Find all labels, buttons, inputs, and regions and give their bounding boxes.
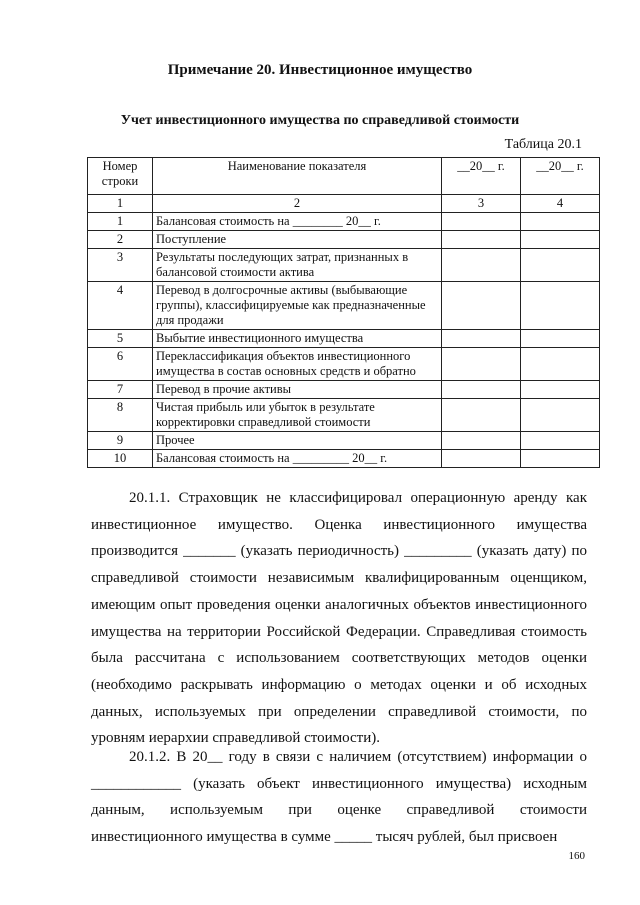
value-cell: [521, 381, 600, 399]
value-cell: [442, 399, 521, 432]
page-number: 160: [568, 850, 585, 862]
value-cell: [442, 249, 521, 282]
column-number: 3: [442, 195, 521, 213]
row-number: 8: [88, 399, 153, 432]
table-label: Таблица 20.1: [504, 137, 582, 152]
value-cell: [521, 432, 600, 450]
row-name: Результаты последующих затрат, признанных в балансовой стоимости актива: [153, 249, 442, 282]
row-name: Перевод в прочие активы: [153, 381, 442, 399]
value-cell: [442, 231, 521, 249]
value-cell: [442, 450, 521, 468]
row-number: 2: [88, 231, 153, 249]
header-year-2: __20__ г.: [521, 158, 600, 195]
row-number: 7: [88, 381, 153, 399]
row-number: 5: [88, 330, 153, 348]
table-row: [88, 282, 600, 330]
value-cell: [521, 213, 600, 231]
row-number: 1: [88, 213, 153, 231]
value-cell: [521, 330, 600, 348]
investment-property-table: [87, 157, 600, 468]
row-number: 9: [88, 432, 153, 450]
column-number-row: [88, 195, 600, 213]
value-cell: [521, 282, 600, 330]
paragraph-20-1-1: 20.1.1. Страховщик не классифицировал операционную аренду как инвестиционное имущество. Оценка инвестиционного имущества производится _______ (указать периодичность) _________ (указать дату) по справедливой стоимости независимым квалифицированным оценщиком, имеющим опыт проведения оценки аналогичных объектов инвестиционного имущества на территории Российской Федерации. Справедливая стоимость была рассчитана с использованием соответствующих методов оценки (необходимо раскрывать информацию о методах оценки и об исходных данных, используемых при определении справедливой стоимости, по уровням иерархии справедливой стоимости).: [91, 490, 587, 747]
column-number: 1: [88, 195, 153, 213]
row-name: Балансовая стоимость на ________ 20__ г.: [153, 213, 442, 231]
value-cell: [442, 432, 521, 450]
value-cell: [521, 249, 600, 282]
row-name: Поступление: [153, 231, 442, 249]
row-name: Чистая прибыль или убыток в результате корректировки справедливой стоимости: [153, 399, 442, 432]
page-title: Примечание 20. Инвестиционное имущество: [167, 62, 473, 78]
value-cell: [521, 348, 600, 381]
table-row: [88, 213, 600, 231]
header-year-1: __20__ г.: [442, 158, 521, 195]
row-number: 3: [88, 249, 153, 282]
table-row: [88, 249, 600, 282]
table-row: [88, 330, 600, 348]
header-row-number: Номер строки: [88, 158, 153, 195]
row-name: Выбытие инвестиционного имущества: [153, 330, 442, 348]
table-row: [88, 432, 600, 450]
paragraph-20-1-2: 20.1.2. В 20__ году в связи с наличием (отсутствием) информации о ____________ (указать объект инвестиционного имущества) исходным данным, используемым при оценке справедливой стоимости инвестиционного имущества в сумме _____ тысяч рублей, был присвоен: [91, 749, 587, 846]
table-row: [88, 381, 600, 399]
row-number: 4: [88, 282, 153, 330]
value-cell: [442, 282, 521, 330]
column-number: 2: [153, 195, 442, 213]
row-name: Перевод в долгосрочные активы (выбывающие группы), классифицируемые как предназначенные для продажи: [153, 282, 442, 330]
table-row: [88, 399, 600, 432]
row-name: Балансовая стоимость на _________ 20__ г.: [153, 450, 442, 468]
table-row: [88, 348, 600, 381]
value-cell: [521, 399, 600, 432]
value-cell: [442, 330, 521, 348]
column-number: 4: [521, 195, 600, 213]
header-indicator-name: Наименование показателя: [153, 158, 442, 195]
value-cell: [442, 381, 521, 399]
row-name: Переклассификация объектов инвестиционного имущества в состав основных средств и обратно: [153, 348, 442, 381]
value-cell: [442, 348, 521, 381]
value-cell: [521, 450, 600, 468]
row-name: Прочее: [153, 432, 442, 450]
table-row: [88, 450, 600, 468]
table-row: [88, 231, 600, 249]
section-subtitle: Учет инвестиционного имущества по справедливой стоимости: [120, 113, 520, 128]
value-cell: [442, 213, 521, 231]
table-header-row: [88, 158, 600, 195]
row-number: 10: [88, 450, 153, 468]
value-cell: [521, 231, 600, 249]
row-number: 6: [88, 348, 153, 381]
